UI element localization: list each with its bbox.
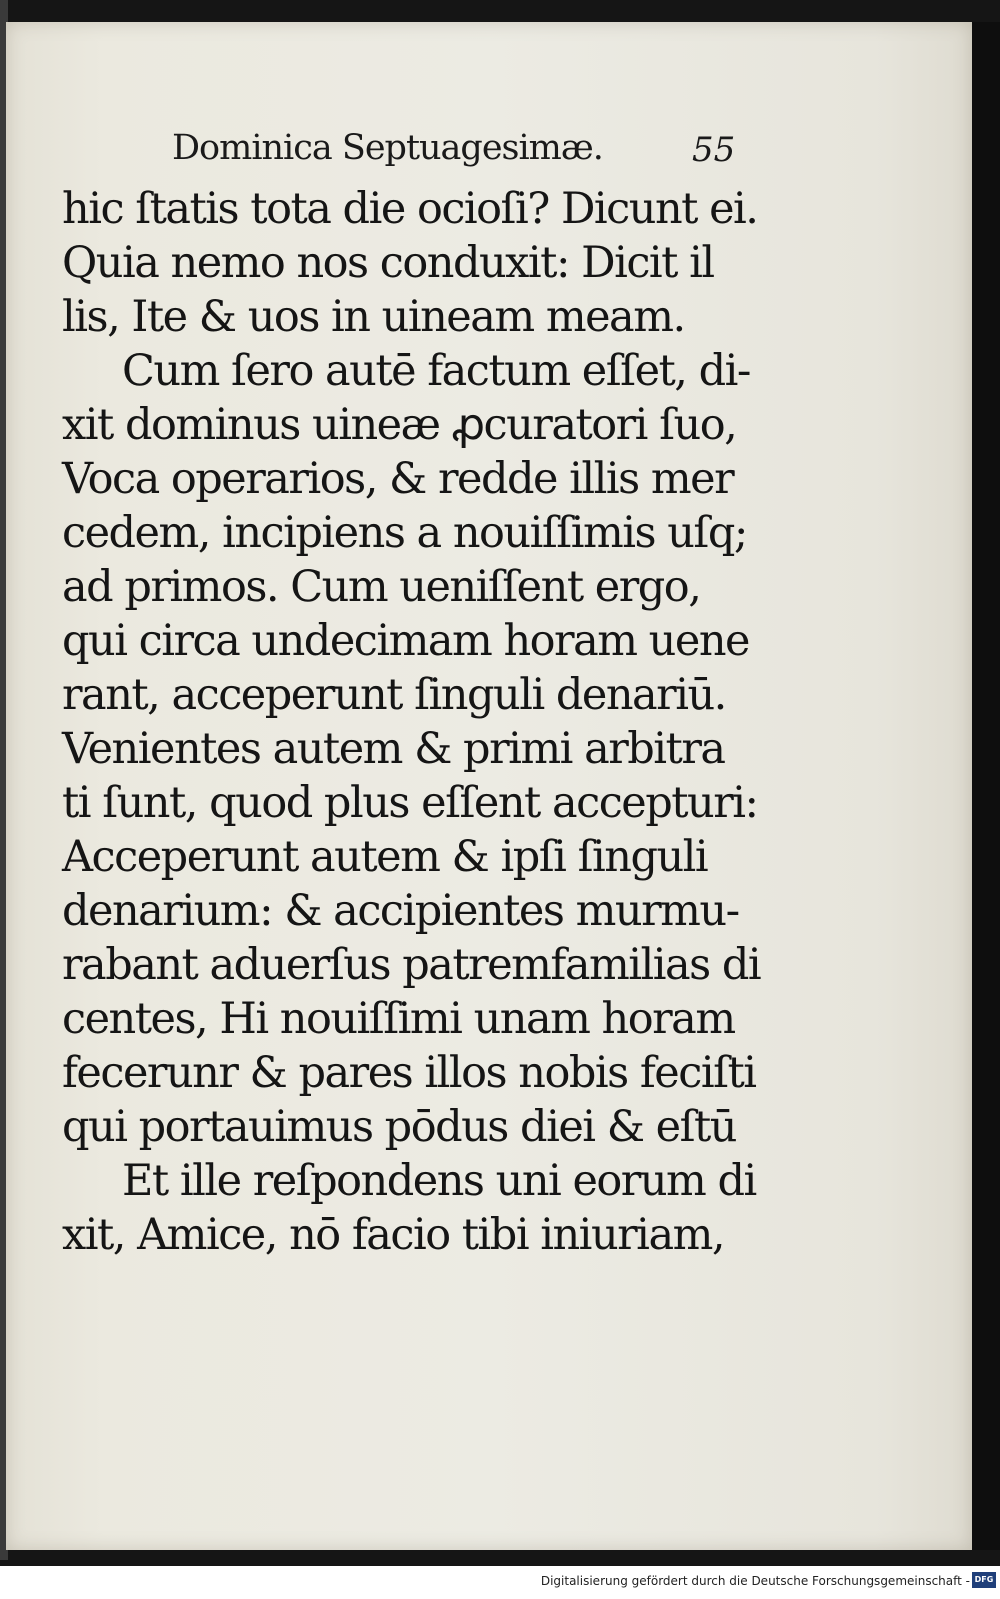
book-edge-right — [972, 22, 1000, 1550]
page-number: 55 — [692, 130, 736, 170]
text-line: fecerunr & pares illos nobis feciſti — [62, 1048, 756, 1098]
page-header — [172, 128, 736, 174]
text-line: lis, Ite & uos in uineam meam. — [62, 292, 685, 342]
text-line: xit, Amice, nō facio tibi iniuriam, — [62, 1210, 725, 1260]
paragraph-start-line: Cum ſero autē factum eſſet, di- — [122, 346, 750, 396]
text-line: Acceperunt autem & ipſi ſinguli — [62, 832, 708, 882]
running-head: Dominica Septuagesimæ. — [172, 128, 603, 168]
text-line: Venientes autem & primi arbitra — [62, 724, 725, 774]
dfg-logo-icon: DFG — [972, 1572, 996, 1588]
text-line: qui portauimus pōdus diei & eſtū — [62, 1102, 736, 1152]
body-text — [62, 182, 761, 1262]
funding-credit: Digitalisierung gefördert durch die Deutsche Forschungsgemeinschaft - — [540, 1574, 970, 1588]
paragraph-start-line: Et ille reſpondens uni eorum di — [122, 1156, 756, 1206]
text-line: rant, acceperunt ſinguli denariū. — [62, 670, 726, 720]
text-line: hic ſtatis tota die ocioſi? Dicunt ei. — [62, 184, 758, 234]
text-line: cedem, incipiens a nouiſſimis uſq; — [62, 508, 747, 558]
funding-footer — [0, 1566, 1000, 1599]
text-line: rabant aduerſus patremfamilias di — [62, 940, 761, 990]
text-line: ad primos. Cum ueniſſent ergo, — [62, 562, 701, 612]
text-line: ti ſunt, quod plus eſſent accepturi: — [62, 778, 758, 828]
text-line: Quia nemo nos conduxit: Dicit il — [62, 238, 714, 288]
text-line: denarium: & accipientes murmu- — [62, 886, 739, 936]
text-line: qui circa undecimam horam uene — [62, 616, 749, 666]
text-line: centes, Hi nouiſſimi unam horam — [62, 994, 735, 1044]
text-line: xit dominus uineæ ꝓcuratori ſuo, — [62, 400, 737, 450]
text-line: Voca operarios, & redde illis mer — [62, 454, 734, 504]
